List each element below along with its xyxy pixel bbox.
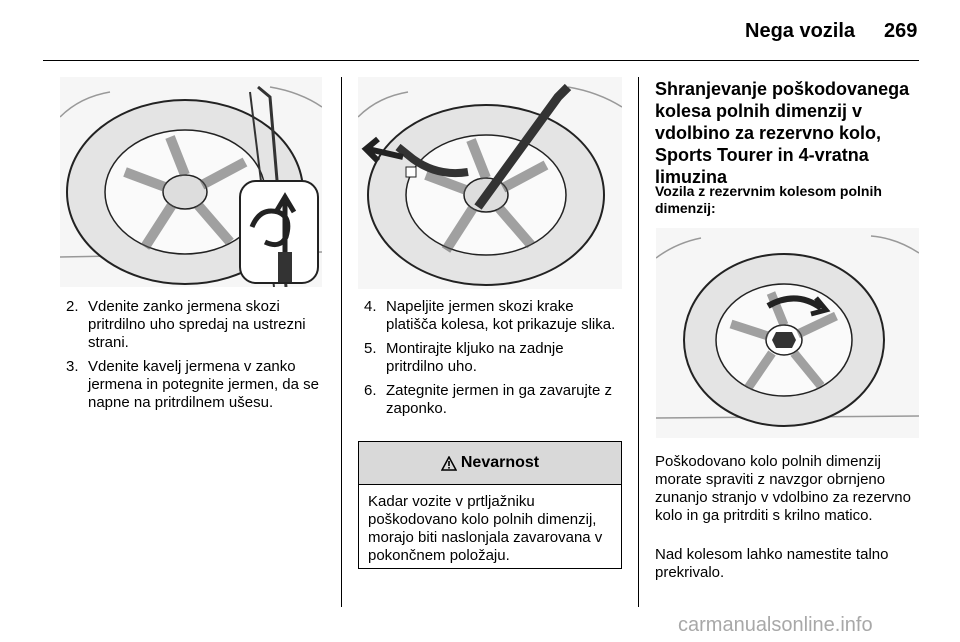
page-number: 269 (884, 20, 918, 42)
list-item: 6. Zategnite jermen in ga zavarujte z zaponko. (364, 382, 612, 417)
figure-strap-loop (60, 77, 322, 287)
danger-text: Kadar vozite v prtljažniku poškodovano kolo polnih dimenzij, morajo biti naslonjala zavarovana v pokončnem položaju. (368, 493, 603, 564)
spare-wheel-strap-loop-illustration (60, 77, 322, 287)
steps-list-col2 (364, 298, 624, 424)
figure-wheel-well (656, 228, 919, 438)
danger-header (359, 442, 621, 485)
list-item: 2. Vdenite zanko jermena skozi pritrdilno uho spredaj na ustrezni strani. (66, 298, 306, 351)
list-item: 3. Vdenite kavelj jermena v zanko jermena in potegnite jermen, da se napne na pritrdilnem ušesu. (66, 358, 319, 411)
danger-notice (358, 441, 622, 569)
section-subtitle: Vozila z rezervnim kolesom polnih dimenzij: (655, 183, 882, 216)
watermark: carmanualsonline.info (678, 614, 873, 636)
spare-wheel-well-bolt-illustration (656, 228, 919, 438)
list-item: 4. Napeljite jermen skozi krake platišča kolesa, kot prikazuje slika. (364, 298, 616, 333)
page-header-title: Nega vozila (745, 20, 856, 42)
list-item: 5. Montirajte kljuko na zadnje pritrdilno uho. (364, 340, 564, 375)
spare-wheel-strap-tension-illustration (358, 77, 622, 289)
warning-triangle-icon (441, 456, 457, 471)
figure-strap-tension (358, 77, 622, 289)
danger-title: Nevarnost (460, 454, 540, 471)
steps-list-col1 (66, 298, 326, 418)
paragraph: Poškodovano kolo polnih dimenzij morate spraviti z navzgor obrnjeno zunanjo stranjo v vdolbino za rezervno kolo in ga pritrditi s krilno matico. (655, 453, 911, 524)
column-divider-1 (341, 77, 342, 607)
paragraph: Nad kolesom lahko namestite talno prekrivalo. (655, 546, 889, 581)
section-title: Shranjevanje poškodovanega kolesa polnih dimenzij v vdolbino za rezervno kolo, Sports Tourer in 4-vratna limuzina (655, 79, 910, 187)
column-divider-2 (638, 77, 639, 607)
header-rule (43, 60, 919, 61)
